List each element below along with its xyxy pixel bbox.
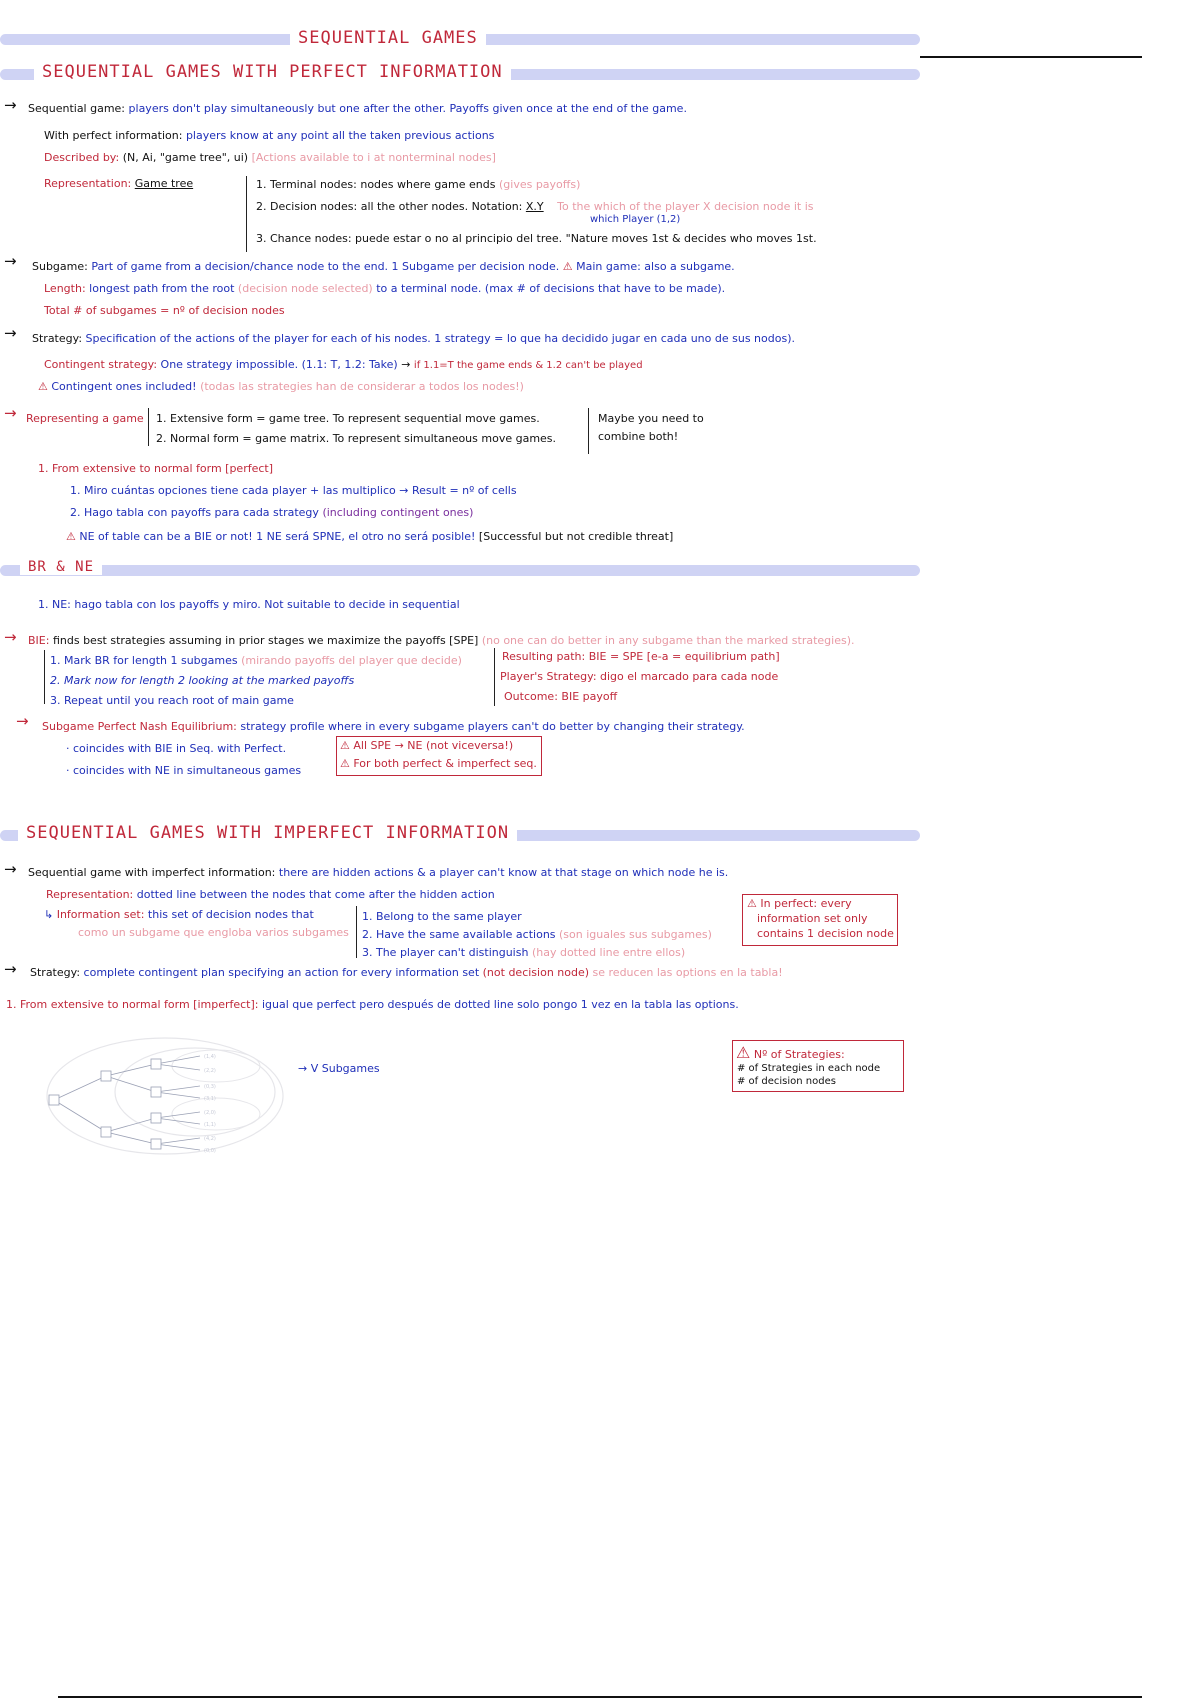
imperfect-seq-line [28, 866, 728, 879]
seq-game-line [28, 102, 687, 115]
svg-text:(1,1): (1,1) [204, 1122, 216, 1128]
imperfect-ext-line [6, 998, 739, 1011]
described-note: [Actions available to i at nonterminal nodes] [251, 151, 496, 164]
contingent-note: if 1.1=T the game ends & 1.2 can't be played [413, 360, 643, 371]
node-which-player: which Player (1,2) [590, 214, 681, 225]
imperfect-repr-text: dotted line between the nodes that come after the hidden action [136, 888, 495, 901]
perfect-info-line [44, 129, 494, 142]
contingent-text: One strategy impossible. (1.1: T, 1.2: Take) [160, 358, 398, 371]
info-set-label: Information set: [56, 908, 145, 921]
arrow-icon: → [4, 404, 17, 422]
node-terminal-note: (gives payoffs) [498, 178, 581, 191]
info-set-3-text: 3. The player can't distinguish [362, 946, 529, 959]
svg-text:(2,0): (2,0) [204, 1110, 216, 1116]
ne-line: 1. NE: hago tabla con los payoffs y miro. Not suitable to decide in sequential [38, 598, 460, 611]
top-rule [920, 56, 1142, 58]
page-title: SEQUENTIAL GAMES [290, 28, 486, 48]
length-note: (decision node selected) [237, 282, 373, 295]
info-set-3 [362, 946, 685, 959]
svg-text:(4,2): (4,2) [204, 1136, 216, 1142]
contingent-label: Contingent strategy: [44, 358, 158, 371]
arrow-icon: → [4, 252, 17, 270]
info-set-2 [362, 928, 712, 941]
contingent-warn-note: (todas las strategies han de considerar a todos los nodes!) [200, 380, 524, 393]
info-set-3-note: (hay dotted line entre ellos) [531, 946, 686, 959]
section1-heading: SEQUENTIAL GAMES WITH PERFECT INFORMATION [34, 62, 511, 82]
imperfect-strategy-tag: (not decision node) [482, 966, 590, 979]
node-decision [256, 200, 814, 213]
warning-icon: ⚠ [562, 260, 573, 273]
ext-warn: NE of table can be a BIE or not! 1 NE será SPNE, el otro no será posible! [79, 530, 476, 543]
contingent-warn: Contingent ones included! [51, 380, 197, 393]
bie-step-1-text: 1. Mark BR for length 1 subgames [50, 654, 238, 667]
representing-side-divider [588, 408, 589, 454]
representation-line [44, 177, 193, 190]
warning-icon: ⚠ [736, 1043, 751, 1062]
imperfect-repr-label: Representation: [46, 888, 134, 901]
length-line [44, 282, 725, 295]
perfect-info-text: players know at any point all the taken previous actions [185, 129, 495, 142]
ext-step-2-note: (including contingent ones) [322, 506, 474, 519]
described-text: (N, Ai, "game tree", ui) [122, 151, 249, 164]
strategy-text: Specification of the actions of the player for each of his nodes. 1 strategy = lo que ha decidido jugar en cada uno de sus nodos). [85, 332, 795, 345]
arrow-icon: → [4, 628, 17, 646]
representing-side-2: combine both! [598, 430, 679, 443]
svg-text:(3,1): (3,1) [204, 1096, 216, 1102]
representing-1: 1. Extensive form = game tree. To represent sequential move games. [156, 412, 540, 425]
section2-heading: BR & NE [20, 559, 102, 575]
bie-step-1 [50, 654, 462, 667]
length-text: longest path from the root [89, 282, 235, 295]
spne-box-1: All SPE → NE (not viceversa!) [353, 739, 514, 752]
spne-label: Subgame Perfect Nash Equilibrium: [42, 720, 237, 733]
warning-icon: ⚠ [66, 530, 76, 543]
strat-box-3: # of decision nodes [737, 1076, 836, 1087]
subgame-label: Subgame: [32, 260, 88, 273]
spne-line [42, 720, 745, 733]
node-terminal [256, 178, 580, 191]
ext-step-1: 1. Miro cuántas opciones tiene cada player + las multiplico → Result = nº of cells [70, 484, 517, 497]
info-set-line: ↳ Information set: this set of decision nodes that [44, 908, 314, 921]
representing-divider [148, 408, 149, 446]
seq-game-text: players don't play simultaneously but one after the other. Payoffs given once at the end of the game. [128, 102, 687, 115]
bie-note: (no one can do better in any subgame than the marked strategies). [481, 634, 855, 647]
outcome: Outcome: BIE payoff [504, 690, 618, 703]
info-set-1: 1. Belong to the same player [362, 910, 522, 923]
perfect-box-1: In perfect: every [760, 897, 852, 910]
imperfect-strategy-line [30, 966, 783, 979]
svg-text:(2,2): (2,2) [204, 1068, 216, 1074]
representing-side-1: Maybe you need to [598, 412, 704, 425]
section3-heading: SEQUENTIAL GAMES WITH IMPERFECT INFORMATION [18, 823, 517, 843]
representation-divider [246, 176, 247, 252]
bie-step-2: 2. Mark now for length 2 looking at the marked payoffs [50, 674, 355, 687]
imperfect-repr-line [46, 888, 495, 901]
spne-bullet-1-text: coincides with BIE in Seq. with Perfect. [73, 742, 287, 755]
representation-label: Representation: [44, 177, 132, 190]
svg-text:(0,3): (0,3) [204, 1084, 216, 1090]
strat-box-2: # of Strategies in each node [737, 1063, 881, 1074]
described-line [44, 151, 496, 164]
svg-text:(1,4): (1,4) [204, 1054, 216, 1060]
bie-steps-divider [44, 650, 45, 704]
spne-bullet-1: · coincides with BIE in Seq. with Perfect. [66, 742, 287, 755]
length-text2: to a terminal node. (max # of decisions that have to be made). [376, 282, 726, 295]
bottom-rule [58, 1696, 1142, 1698]
info-set-2-text: 2. Have the same available actions [362, 928, 556, 941]
warning-icon: ⚠ [340, 757, 350, 770]
info-set-note: como un subgame que engloba varios subgames [78, 926, 349, 939]
info-set-2-note: (son iguales sus subgames) [559, 928, 712, 941]
representing-game-label: Representing a game [26, 412, 144, 425]
imperfect-strategy-note: se reducen las options en la tabla! [592, 966, 783, 979]
perfect-box-3: contains 1 decision node [757, 927, 894, 940]
contingent-warn-line [38, 380, 524, 393]
described-label: Described by: [44, 151, 120, 164]
warning-icon: ⚠ [38, 380, 48, 393]
arrow-icon: → [4, 960, 17, 978]
bie-text: finds best strategies assuming in prior stages we maximize the payoffs [SPE] [52, 634, 479, 647]
imperfect-seq-text: there are hidden actions & a player can't know at that stage on which node he is. [278, 866, 729, 879]
bie-step-3: 3. Repeat until you reach root of main game [50, 694, 294, 707]
spne-box-2: For both perfect & imperfect seq. [353, 757, 537, 770]
warning-icon: ⚠ [747, 897, 757, 910]
strategy-label: Strategy: [32, 332, 83, 345]
spne-bullet-2-text: coincides with NE in simultaneous games [73, 764, 302, 777]
info-set-divider [356, 906, 357, 958]
imperfect-seq-label: Sequential game with imperfect information: [28, 866, 276, 879]
players-strategy: Player's Strategy: digo el marcado para cada node [500, 670, 779, 683]
seq-game-label: Sequential game: [28, 102, 126, 115]
ext-step-2 [70, 506, 473, 519]
imperfect-strategy-text: complete contingent plan specifying an action for every information set [83, 966, 480, 979]
contingent-line: Contingent strategy: One strategy impossible. (1.1: T, 1.2: Take) → if 1.1=T the game ends & 1.2 can't be played [44, 358, 643, 371]
representing-2: 2. Normal form = game matrix. To represent simultaneous move games. [156, 432, 557, 445]
ext-warn-line [66, 530, 673, 543]
ext-step-2-text: 2. Hago tabla con payoffs para cada strategy [70, 506, 319, 519]
game-tree-sketch [40, 1030, 290, 1160]
subgame-warn: Main game: also a subgame. [576, 260, 735, 273]
perfect-info-box [742, 894, 898, 946]
node-chance: 3. Chance nodes: puede estar o no al principio del tree. "Nature moves 1st & decides who moves 1st. [256, 232, 817, 245]
node-decision-note: To the which of the player X decision node it is [557, 200, 814, 213]
perfect-box-2: information set only [757, 912, 868, 925]
bie-line [28, 634, 855, 647]
length-label: Length: [44, 282, 86, 295]
strategy-line [32, 332, 795, 345]
arrow-icon: → [4, 324, 17, 342]
spne-bullet-2: · coincides with NE in simultaneous games [66, 764, 302, 777]
arrow-icon: → [4, 860, 17, 878]
ext-warn-tail: [Successful but not credible threat] [478, 530, 674, 543]
spne-text: strategy profile where in every subgame players can't do better by changing their strategy. [240, 720, 745, 733]
perfect-info-label: With perfect information: [44, 129, 183, 142]
strategies-count-box [732, 1040, 904, 1092]
imperfect-ext-a: 1. From extensive to normal form [imperfect]: [6, 998, 259, 1011]
arrow-icon: → [16, 712, 29, 730]
svg-text:(0,0): (0,0) [204, 1148, 216, 1154]
subgame-line [32, 260, 735, 273]
resulting-path: Resulting path: BIE = SPE [e-a = equilibrium path] [502, 650, 780, 663]
arrow-icon: → [4, 96, 17, 114]
spne-warning-box [336, 736, 542, 776]
imperfect-ext-b: igual que perfect pero después de dotted line solo pongo 1 vez en la tabla las options. [262, 998, 739, 1011]
warning-icon: ⚠ [340, 739, 350, 752]
node-decision-text: 2. Decision nodes: all the other nodes. Notation: [256, 200, 523, 213]
imperfect-strategy-label: Strategy: [30, 966, 81, 979]
section2-band [0, 565, 920, 576]
subgames-label: → V Subgames [298, 1062, 380, 1075]
bie-label: BIE: [28, 634, 50, 647]
ext-to-normal-title: 1. From extensive to normal form [perfect] [38, 462, 274, 475]
bie-step-1-note: (mirando payoffs del player que decide) [241, 654, 462, 667]
info-set-text: this set of decision nodes that [147, 908, 314, 921]
node-decision-xy: X.Y [525, 200, 544, 213]
representation-value: Game tree [134, 177, 194, 190]
node-terminal-text: 1. Terminal nodes: nodes where game ends [256, 178, 496, 191]
subgame-text: Part of game from a decision/chance node to the end. 1 Subgame per decision node. [91, 260, 560, 273]
total-subgames: Total # of subgames = nº of decision nodes [44, 304, 285, 317]
bie-result-divider [494, 648, 495, 706]
strat-box-1: Nº of Strategies: [753, 1048, 845, 1061]
